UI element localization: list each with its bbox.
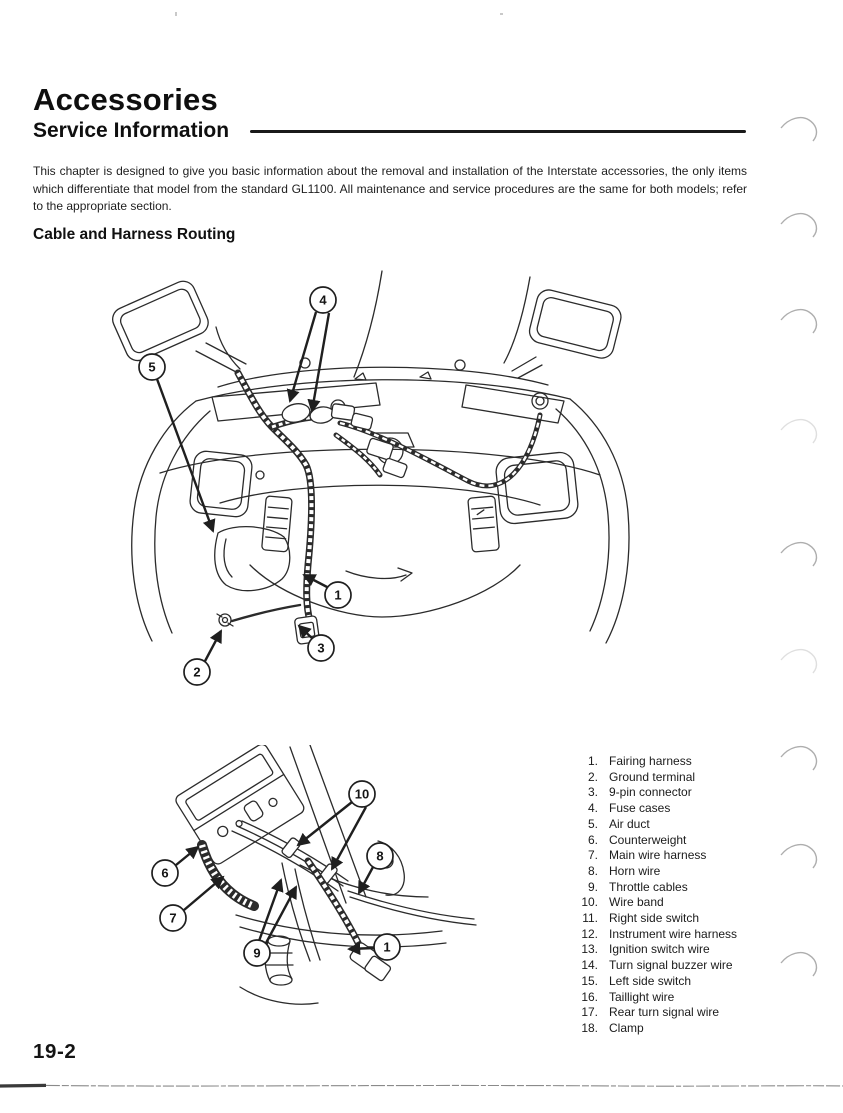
parts-list-item: [562, 848, 737, 864]
parts-list: [562, 754, 737, 1037]
svg-text:8: 8: [376, 848, 384, 864]
part-label: Ignition switch wire: [609, 942, 710, 957]
part-number: 6.: [587, 832, 598, 847]
ground-terminal: [217, 614, 233, 626]
part-label: Main wire harness: [609, 848, 707, 863]
callout-2: [184, 631, 221, 685]
right-pocket: [495, 451, 579, 525]
steering-head-diagram: [140, 745, 560, 1025]
page-number: 19-2: [33, 1040, 77, 1063]
svg-text:7: 7: [169, 910, 177, 926]
part-number: 10.: [581, 895, 598, 910]
callout-5: [139, 354, 213, 531]
part-label: 9-pin connector: [609, 785, 692, 800]
part-number: 9.: [587, 879, 598, 894]
part-label: Counterweight: [609, 832, 687, 847]
part-number: 12.: [581, 926, 598, 941]
parts-list-item: [562, 880, 737, 896]
fairing-routing-diagram: [100, 265, 660, 695]
part-label: Wire band: [609, 895, 664, 910]
part-label: Clamp: [609, 1020, 644, 1035]
parts-list-item: [562, 1021, 737, 1037]
part-number: 1.: [587, 754, 598, 768]
svg-text:2: 2: [193, 664, 201, 680]
part-number: 4.: [587, 801, 598, 816]
parts-list-item: [562, 942, 737, 958]
part-number: 18.: [581, 1020, 598, 1035]
part-label: Turn signal buzzer wire: [609, 958, 733, 973]
parts-list-item: [562, 770, 737, 786]
parts-list-item: [562, 817, 737, 833]
part-label: Instrument wire harness: [609, 926, 738, 941]
part-label: Horn wire: [609, 863, 661, 878]
subtitle-rule: [250, 130, 746, 133]
page-bottom-edge: [0, 1078, 843, 1098]
part-label: Left side switch: [609, 973, 692, 988]
callout-1: [304, 575, 351, 608]
callout-6: [152, 847, 198, 886]
intro-paragraph: This chapter is designed to give you basic information about the removal and installation of the Interstate accessories, the only items which differentiate that model from the standard GL1100. All maintenance and service procedures are the same for both models; refer to the appropriate section.: [33, 164, 747, 214]
parts-list-item: [562, 801, 737, 817]
part-number: 14.: [581, 958, 598, 973]
parts-list-item: [562, 990, 737, 1006]
section-subtitle: Service Information: [33, 119, 230, 142]
part-number: 5.: [587, 816, 598, 831]
parts-list-item: [562, 911, 737, 927]
svg-text:1: 1: [334, 587, 342, 603]
parts-list-item: [562, 927, 737, 943]
svg-text:5: 5: [148, 359, 156, 375]
part-number: 7.: [587, 848, 598, 863]
part-number: 11.: [582, 911, 598, 926]
fuse-cases: [280, 401, 373, 430]
part-label: Right side switch: [609, 911, 700, 926]
part-label: Throttle cables: [609, 879, 688, 894]
svg-text:9: 9: [253, 945, 261, 961]
section-heading: Cable and Harness Routing: [33, 226, 236, 243]
binding-curl-marks: [775, 95, 835, 985]
callout-4: [290, 287, 336, 411]
part-label: Rear turn signal wire: [609, 1005, 720, 1020]
curl-mark: [781, 118, 816, 976]
parts-list-item: [562, 1005, 737, 1021]
part-number: 2.: [587, 769, 598, 784]
part-label: Taillight wire: [609, 989, 675, 1004]
air-duct: [215, 527, 290, 591]
scan-speck: [175, 12, 177, 16]
steering-head-art: [174, 745, 476, 1004]
svg-text:1: 1: [383, 939, 391, 955]
parts-list-item: [562, 958, 737, 974]
parts-list-item: [562, 833, 737, 849]
parts-list-item: [562, 895, 737, 911]
svg-text:6: 6: [161, 865, 169, 881]
part-number: 13.: [581, 942, 598, 957]
parts-list-item: [562, 785, 737, 801]
part-number: 3.: [587, 785, 598, 800]
scan-speck: [500, 13, 503, 15]
part-label: Fairing harness: [609, 754, 692, 768]
right-mirror-icon: [527, 287, 624, 360]
part-number: 16.: [581, 989, 598, 1004]
part-label: Fuse cases: [609, 801, 671, 816]
left-pocket: [189, 450, 253, 518]
svg-text:4: 4: [319, 292, 327, 308]
steering-stem: [265, 936, 293, 985]
parts-list-item: [562, 754, 737, 770]
part-number: 8.: [587, 863, 598, 878]
wire-band: [281, 837, 301, 859]
svg-text:3: 3: [317, 640, 325, 656]
parts-list-item: [562, 864, 737, 880]
page-title: Accessories: [33, 82, 218, 117]
parts-list-item: [562, 974, 737, 990]
part-number: 17.: [581, 1005, 598, 1020]
part-number: 15.: [581, 973, 598, 988]
part-label: Ground terminal: [609, 769, 696, 784]
part-label: Air duct: [609, 816, 650, 831]
svg-text:10: 10: [354, 786, 370, 802]
right-vent-icon: [468, 496, 500, 552]
